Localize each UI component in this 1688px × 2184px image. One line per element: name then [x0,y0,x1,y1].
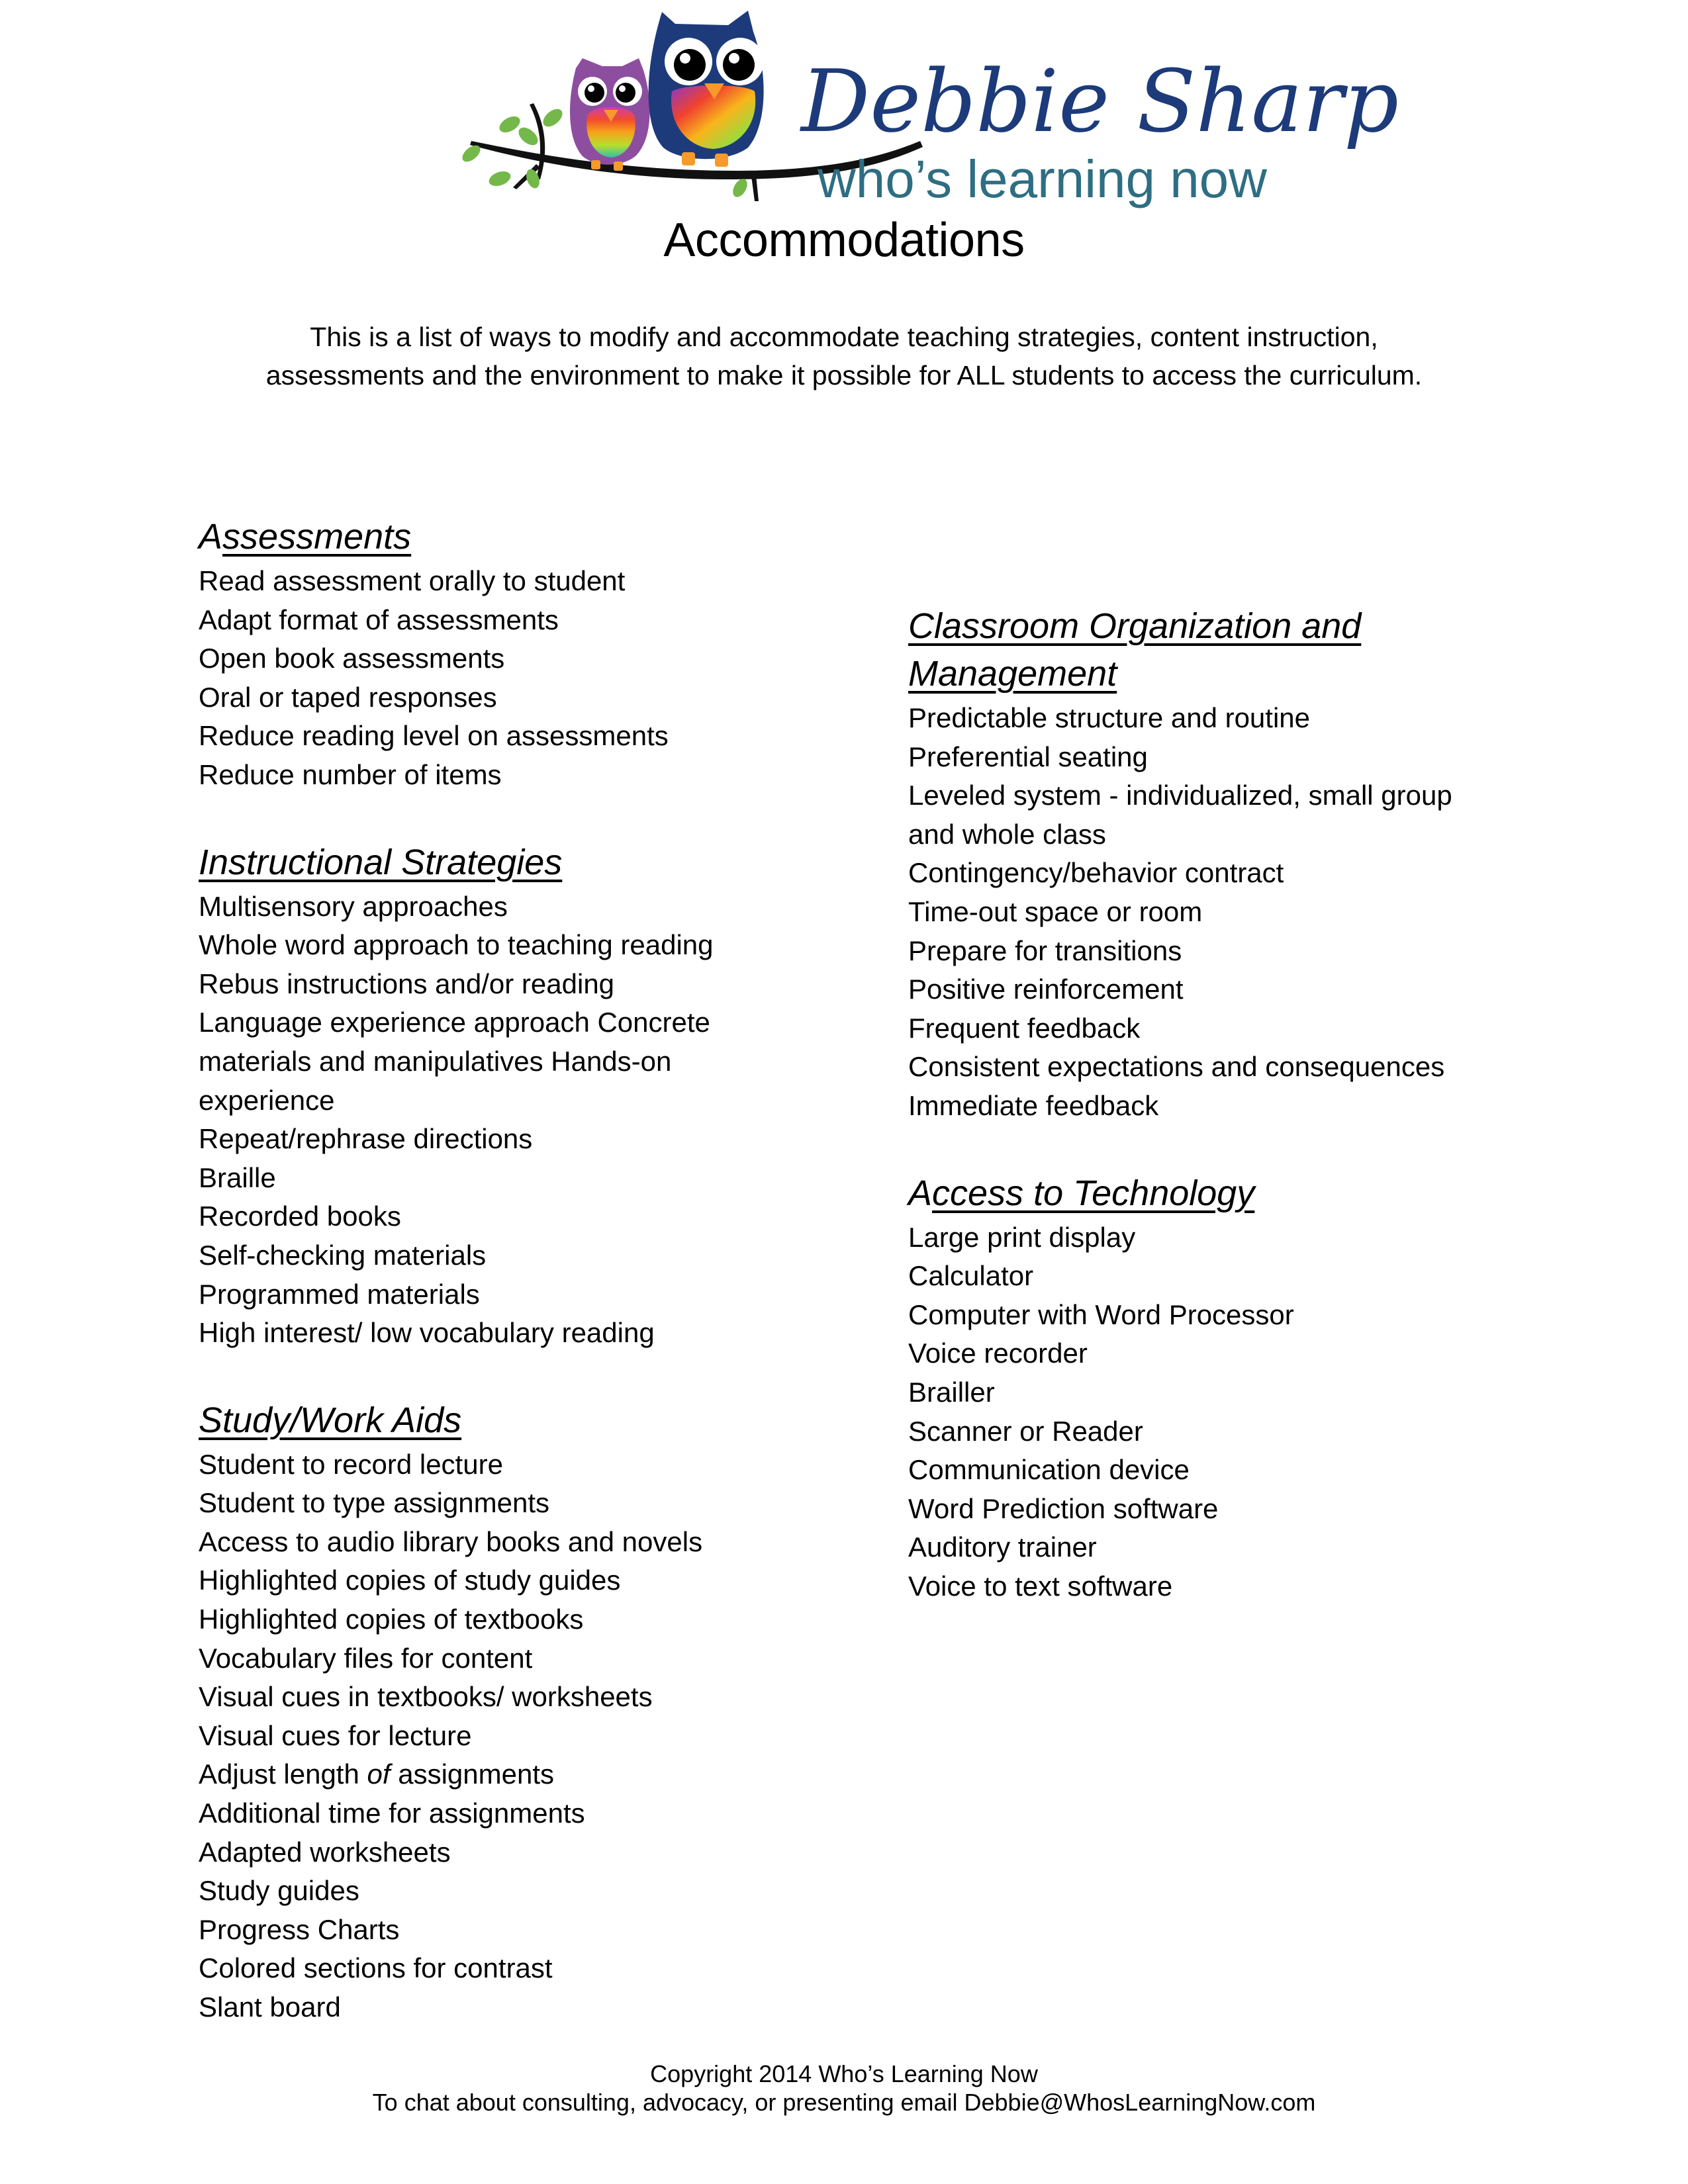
list-item: Read assessment orally to student [199,565,626,596]
list-item: Auditory trainer [908,1531,1097,1563]
heading-initial: A [199,517,223,557]
section-heading-assessments [199,513,411,561]
list-item: Voice to text software [908,1570,1173,1602]
section-heading-instructional-strategies: Instructional Strategies [199,842,563,882]
footer [0,2060,1688,2116]
section-heading-study-work-aids: Study/Work Aids [199,1400,462,1440]
owl-small-icon [570,58,650,171]
list-item-part: of [367,1758,391,1790]
list-access-to-technology [908,1218,1570,1606]
list-item: Language experience approach Concrete materials and manipulatives Hands-on experience [199,1007,710,1116]
list-item: Rebus instructions and/or reading [199,968,615,999]
list-item: Positive reinforcement [908,974,1184,1005]
list-instructional-strategies [199,887,861,1353]
brand-name: Debbie Sharp [801,51,1399,152]
list-item: Braille [199,1161,276,1193]
list-item: Reduce reading level on assessments [199,720,669,752]
section-access-to-technology [908,1169,1570,1606]
section-instructional-strategies [199,839,861,1353]
list-classroom-organization [908,699,1570,1126]
section-heading-classroom-organization: Classroom Organization and Management [908,606,1362,694]
list-item: Student to type assignments [199,1487,549,1519]
section-study-work-aids [199,1396,861,2027]
list-item: Adapted worksheets [199,1836,451,1868]
list-item: Whole word approach to teaching reading [199,929,714,961]
section-heading-access-to-technology [908,1169,1254,1217]
list-item: Student to record lecture [199,1448,503,1480]
right-column [908,602,1570,1606]
list-item: Colored sections for contrast [199,1952,553,1984]
heading-initial: A [908,1173,933,1213]
list-item: Highlighted copies of study guides [199,1565,621,1596]
list-item: Large print display [908,1221,1136,1253]
list-item: Scanner or Reader [908,1415,1143,1447]
page-title: Accommodations [663,214,1025,267]
heading-rest: ssessments [222,517,412,557]
footer-copyright: Copyright 2014 Who’s Learning Now [650,2060,1038,2087]
list-item: Self-checking materials [199,1239,487,1271]
left-column [199,513,861,2027]
owl-large-icon [649,11,764,167]
list-item: High interest/ low vocabulary reading [199,1317,655,1349]
section-assessments [199,513,861,795]
list-item: Programmed materials [199,1278,480,1310]
list-item: Adapt format of assessments [199,604,559,635]
brand-tagline: who’s learning now [818,150,1267,208]
list-item: Word Prediction software [908,1492,1219,1524]
list-item [199,1755,861,1794]
list-item: Contingency/behavior contract [908,857,1284,889]
list-study-work-aids [199,1445,861,2027]
list-item: Highlighted copies of textbooks [199,1604,584,1635]
heading-rest: ccess to Technology [932,1173,1255,1213]
list-item: Visual cues in textbooks/ worksheets [199,1681,653,1713]
list-item: Open book assessments [199,643,505,674]
logo-graphic [457,5,1399,208]
section-classroom-organization [908,602,1570,1126]
list-assessments [199,562,861,795]
list-item: Repeat/rephrase directions [199,1123,533,1155]
list-item: Progress Charts [199,1913,400,1945]
list-item: Visual cues for lecture [199,1719,472,1751]
list-item: Study guides [199,1875,359,1907]
list-item: Consistent expectations and consequences [908,1051,1445,1083]
brand-logo [457,5,1399,208]
list-item-part: assignments [390,1758,554,1790]
list-item: Recorded books [199,1201,401,1232]
list-item: Immediate feedback [908,1089,1159,1121]
footer-contact: To chat about consulting, advocacy, or presenting email Debbie@WhosLearningNow.com [372,2089,1316,2116]
list-item: Predictable structure and routine [908,702,1311,733]
list-item: Oral or taped responses [199,681,497,713]
list-item: Access to audio library books and novels [199,1525,703,1557]
list-item-part: Adjust length [199,1758,367,1790]
list-item: Prepare for transitions [908,934,1182,966]
list-item: Computer with Word Processor [908,1298,1294,1330]
list-item: Time-out space or room [908,895,1203,927]
list-item: Brailler [908,1376,995,1408]
list-item: Reduce number of items [199,758,502,790]
intro-paragraph: This is a list of ways to modify and accommodate teaching strategies, content instruction, assessments and the environment to make it possible for ALL students to access the curriculum. [265,322,1423,390]
list-item: Leveled system - individualized, small group and whole class [908,780,1452,850]
list-item: Multisensory approaches [199,890,508,922]
list-item: Frequent feedback [908,1012,1141,1044]
list-item: Voice recorder [908,1338,1088,1369]
list-item: Additional time for assignments [199,1797,585,1829]
list-item: Vocabulary files for content [199,1642,533,1674]
list-item: Slant board [199,1991,341,2023]
list-item: Preferential seating [908,741,1148,772]
list-item: Calculator [908,1260,1034,1292]
list-item: Communication device [908,1454,1190,1486]
